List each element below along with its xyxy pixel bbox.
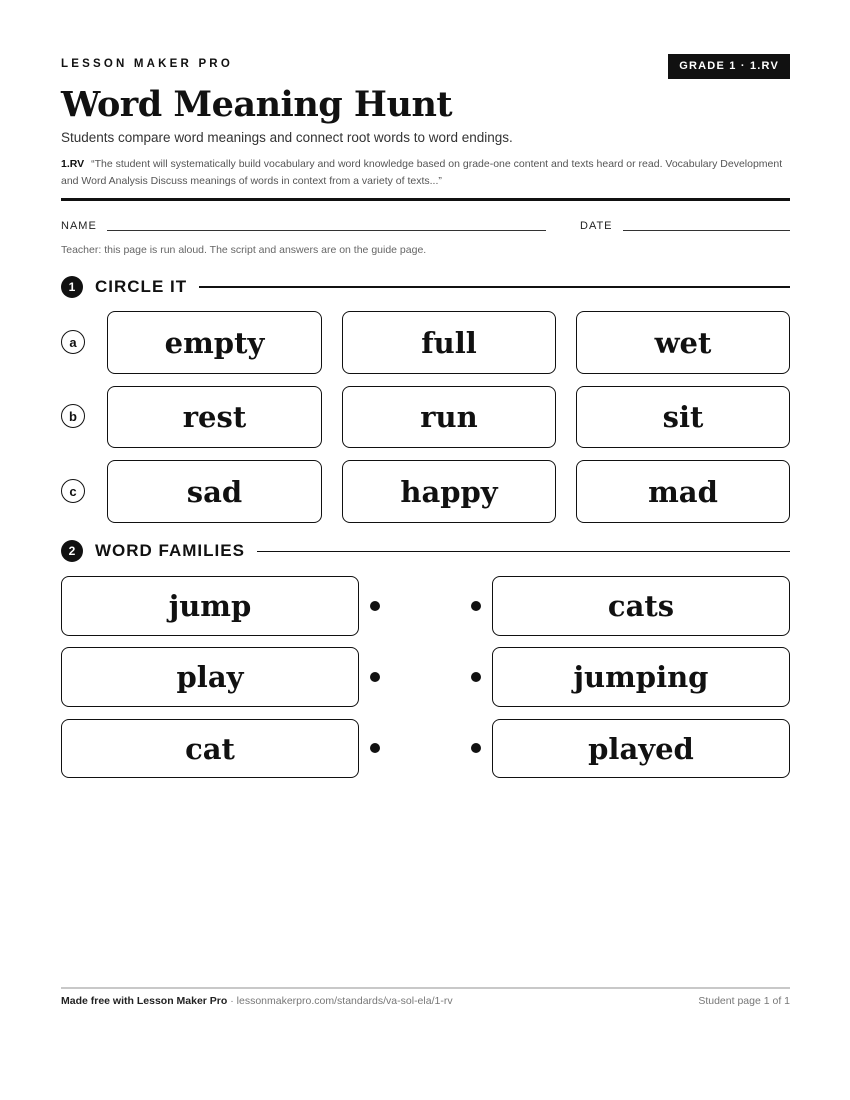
page-title: Word Meaning Hunt bbox=[61, 84, 453, 125]
section-circle-it-header bbox=[61, 275, 790, 299]
word-card[interactable]: sad bbox=[107, 460, 322, 523]
word-card[interactable]: sit bbox=[576, 386, 790, 448]
page-subtitle: Students compare word meanings and connect root words to word endings. bbox=[61, 130, 513, 145]
root-word-card[interactable]: jump bbox=[61, 576, 359, 636]
ending-word-card[interactable]: played bbox=[492, 719, 790, 778]
teacher-note: Teacher: this page is run aloud. The script and answers are on the guide page. bbox=[61, 244, 427, 256]
question-label-c: c bbox=[61, 479, 85, 503]
section-title: CIRCLE IT bbox=[95, 277, 188, 296]
match-dot-right[interactable] bbox=[471, 743, 481, 753]
worksheet-page bbox=[61, 0, 790, 1100]
word-card[interactable]: mad bbox=[576, 460, 790, 523]
footer-made-with: Made free with Lesson Maker Pro bbox=[61, 995, 228, 1007]
question-label-a: a bbox=[61, 330, 85, 354]
date-field[interactable] bbox=[623, 230, 790, 231]
name-field[interactable] bbox=[107, 230, 546, 231]
word-card[interactable]: wet bbox=[576, 311, 790, 374]
word-card[interactable]: run bbox=[342, 386, 556, 448]
name-label: NAME bbox=[61, 220, 97, 232]
ending-word-card[interactable]: cats bbox=[492, 576, 790, 636]
standard-description bbox=[61, 156, 790, 190]
match-dot-right[interactable] bbox=[471, 601, 481, 611]
brand-name: LESSON MAKER PRO bbox=[61, 58, 233, 70]
word-card[interactable]: rest bbox=[107, 386, 322, 448]
section-number: 1 bbox=[61, 276, 83, 298]
footer-url[interactable]: lessonmakerpro.com/standards/va-sol-ela/1-rv bbox=[236, 995, 453, 1007]
section-rule bbox=[199, 286, 790, 288]
section-word-families-header bbox=[61, 539, 790, 563]
section-rule bbox=[257, 551, 790, 552]
match-dot-right[interactable] bbox=[471, 672, 481, 682]
section-number: 2 bbox=[61, 540, 83, 562]
date-label: DATE bbox=[580, 220, 613, 232]
question-label-b: b bbox=[61, 404, 85, 428]
root-word-card[interactable]: play bbox=[61, 647, 359, 707]
word-card[interactable]: empty bbox=[107, 311, 322, 374]
grade-badge: GRADE 1 · 1.RV bbox=[668, 54, 790, 79]
section-title: WORD FAMILIES bbox=[95, 541, 245, 560]
standard-code: 1.RV bbox=[61, 158, 85, 170]
footer-page-number: Student page 1 of 1 bbox=[698, 995, 790, 1007]
word-card[interactable]: happy bbox=[342, 460, 556, 523]
ending-word-card[interactable]: jumping bbox=[492, 647, 790, 707]
word-card[interactable]: full bbox=[342, 311, 556, 374]
match-dot-left[interactable] bbox=[370, 672, 380, 682]
footer-credit bbox=[61, 995, 453, 1007]
match-dot-left[interactable] bbox=[370, 601, 380, 611]
match-dot-left[interactable] bbox=[370, 743, 380, 753]
root-word-card[interactable]: cat bbox=[61, 719, 359, 778]
header-divider bbox=[61, 198, 790, 201]
standard-text: “The student will systematically build vocabulary and word knowledge based on grade-one content and texts heard or read. Vocabulary Development and Word Analysis Discuss meanings of words in context from a variety of texts...” bbox=[61, 158, 783, 187]
footer-separator: · bbox=[227, 995, 237, 1007]
footer-divider bbox=[61, 987, 790, 989]
